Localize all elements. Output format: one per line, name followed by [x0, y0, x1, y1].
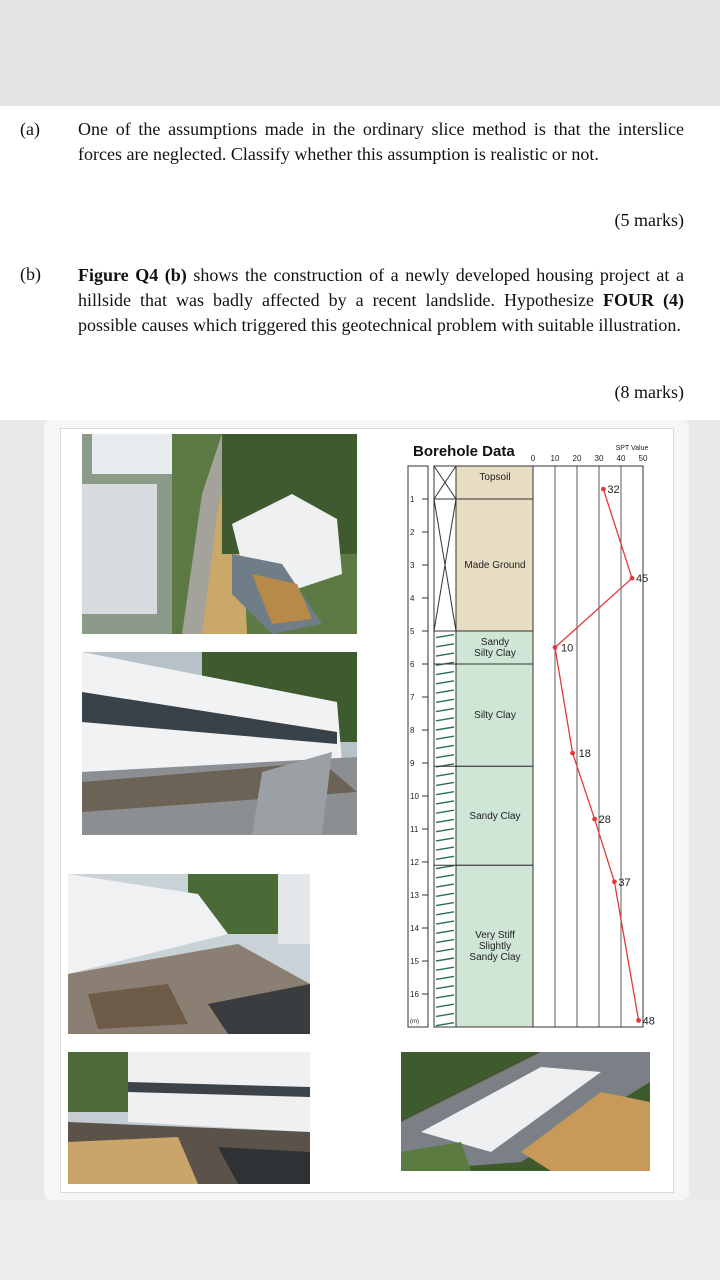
spt-frame [533, 466, 643, 1027]
depth-label-7: 7 [410, 693, 415, 702]
depth-label-4: 4 [410, 594, 415, 603]
top-bar [0, 0, 720, 106]
spt-value-label-1: 45 [636, 573, 649, 586]
photo-collapsed-terraces [82, 652, 357, 835]
spt-point-5 [612, 879, 617, 884]
spt-point-6 [636, 1018, 641, 1023]
depth-label-13: 13 [410, 891, 419, 900]
spt-tick-40: 40 [616, 454, 626, 463]
depth-label-3: 3 [410, 561, 415, 570]
spt-tick-10: 10 [550, 454, 560, 463]
spt-value-label-2: 10 [561, 642, 574, 655]
depth-ruler [408, 466, 428, 1027]
spt-point-0 [601, 487, 606, 492]
question-b-marks: (8 marks) [614, 382, 684, 402]
spt-value-label-0: 32 [607, 484, 620, 497]
layer-label-4-0: Sandy Clay [469, 810, 521, 822]
depth-label-1: 1 [410, 495, 415, 504]
question-a-text: One of the assumptions made in the ordinary slice method is that the interslice forces are neglected. Classify whether this assumption is realistic or not. [78, 119, 684, 164]
bottom-bar [0, 1200, 720, 1280]
spt-point-3 [570, 751, 575, 756]
spt-value-label-5: 37 [618, 876, 631, 889]
spt-point-1 [630, 576, 635, 581]
question-b-text-part2: possible causes which triggered this geotechnical problem with suitable illustration. [78, 315, 681, 335]
layer-label-5-0: Very Stiff [475, 930, 515, 942]
photo-debris [68, 1052, 310, 1184]
photo-aerial-hillside [82, 434, 357, 634]
depth-unit: (m) [410, 1019, 419, 1025]
layer-label-2-0: Sandy [480, 637, 510, 648]
spt-tick-50: 50 [638, 454, 648, 463]
depth-label-11: 11 [410, 825, 419, 834]
spt-tick-0: 0 [530, 454, 536, 463]
spt-tick-20: 20 [572, 454, 582, 463]
photo-aerial-wide [401, 1052, 650, 1171]
question-b-text [78, 263, 684, 338]
spt-tick-30: 30 [594, 454, 604, 463]
borehole-log [400, 440, 670, 1040]
question-a-marks: (5 marks) [614, 210, 684, 230]
question-a-label: (a) [20, 119, 40, 139]
depth-label-10: 10 [410, 792, 419, 801]
depth-label-16: 16 [410, 990, 419, 999]
layer-label-3-0: Silty Clay [474, 710, 516, 722]
spt-axis-label: SPT Value [615, 445, 649, 452]
layer-label-0-0: Topsoil [479, 472, 511, 483]
depth-label-2: 2 [410, 528, 415, 537]
spt-point-4 [592, 817, 597, 822]
borehole-title: Borehole Data [413, 443, 515, 460]
depth-label-5: 5 [410, 627, 415, 636]
spt-point-2 [553, 645, 558, 650]
figure-reference: Figure Q4 (b) [78, 265, 187, 285]
depth-label-15: 15 [410, 957, 419, 966]
depth-label-8: 8 [410, 726, 415, 735]
spt-value-label-6: 48 [642, 1015, 655, 1028]
layer-label-2-1: Silty Clay [474, 648, 516, 659]
depth-label-6: 6 [410, 660, 415, 669]
question-b-label: (b) [20, 264, 41, 284]
emphasis-four: FOUR (4) [603, 290, 684, 310]
depth-label-9: 9 [410, 759, 415, 768]
layer-label-5-1: Slightly [478, 941, 512, 953]
depth-label-12: 12 [410, 858, 419, 867]
layer-label-1-0: Made Ground [464, 560, 526, 571]
question-b-text-part1: shows the construction of a newly developed housing project at a hillside that was badly affected by a recent landslide. Hypothesize [78, 265, 684, 310]
layer-label-5-2: Sandy Clay [469, 952, 521, 964]
spt-value-label-4: 28 [598, 814, 611, 827]
photo-damaged-road [68, 874, 310, 1034]
spt-value-label-3: 18 [578, 748, 591, 761]
depth-label-14: 14 [410, 924, 419, 933]
